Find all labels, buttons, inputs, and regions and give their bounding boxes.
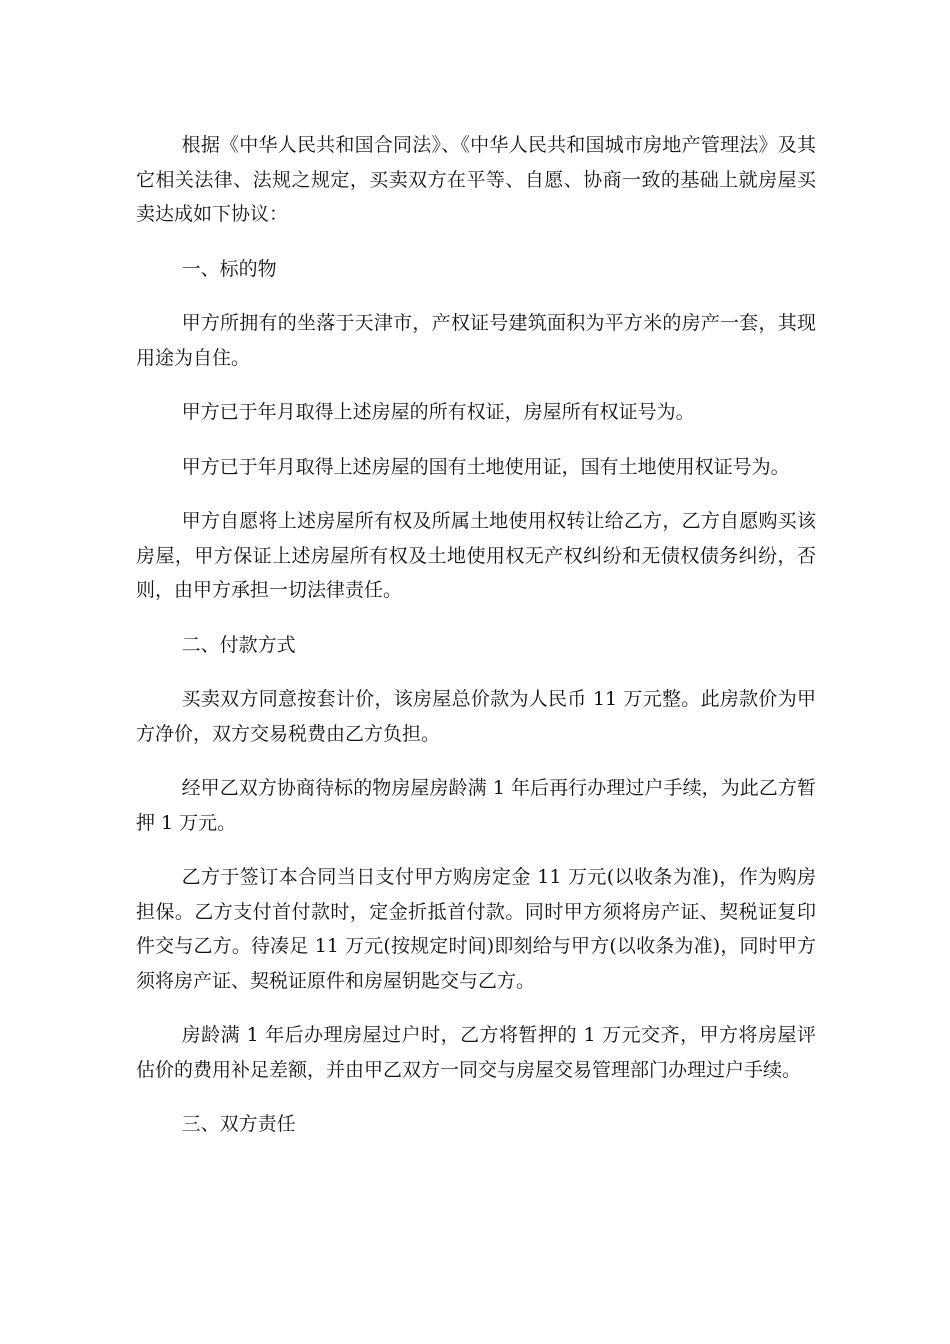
paragraph: 甲方自愿将上述房屋所有权及所属土地使用权转让给乙方，乙方自愿购买该房屋，甲方保证上述房屋所有权及土地使用权无产权纠纷和无债权债务纠纷，否则，由甲方承担一切法律责任。 <box>136 510 816 601</box>
paragraph: 甲方已于年月取得上述房屋的所有权证，房屋所有权证号为。 <box>181 401 695 423</box>
paragraph: 经甲乙双方协商待标的物房屋房龄满 1 年后再行办理过户手续，为此乙方暂押 1 万元。 <box>136 777 816 834</box>
section-heading-responsibilities: 三、双方责任 <box>181 1113 296 1135</box>
paragraph: 买卖双方同意按套计价，该房屋总价款为人民币 11 万元整。此房款价为甲方净价，双方交易税费由乙方负担。 <box>136 688 816 745</box>
section-heading-subject: 一、标的物 <box>181 257 277 280</box>
paragraph: 乙方于签订本合同当日支付甲方购房定金 11 万元(以收条为准)，作为购房担保。乙方支付首付款时，定金折抵首付款。同时甲方须将房产证、契税证复印件交与乙方。待凑足 11 万元(按规定时间)即刻给与甲方(以收条为准)，同时甲方须将房产证、契税证原件和房屋钥匙交与乙方。 <box>136 866 816 992</box>
paragraph: 房龄满 1 年后办理房屋过户时，乙方将暂押的 1 万元交齐，甲方将房屋评估价的费用补足差额，并由甲乙双方一同交与房屋交易管理部门办理过户手续。 <box>136 1024 816 1081</box>
section-heading-payment: 二、付款方式 <box>181 633 296 656</box>
paragraph: 甲方已于年月取得上述房屋的国有土地使用证，国有土地使用权证号为。 <box>181 455 790 478</box>
paragraph: 甲方所拥有的坐落于天津市，产权证号建筑面积为平方米的房产一套，其现用途为自住。 <box>136 312 816 369</box>
paragraph-preamble: 根据《中华人民共和国合同法》、《中华人民共和国城市房地产管理法》及其它相关法律、法规之规定，买卖双方在平等、自愿、协商一致的基础上就房屋买卖达成如下协议： <box>136 134 816 225</box>
document-body <box>136 128 816 1162</box>
